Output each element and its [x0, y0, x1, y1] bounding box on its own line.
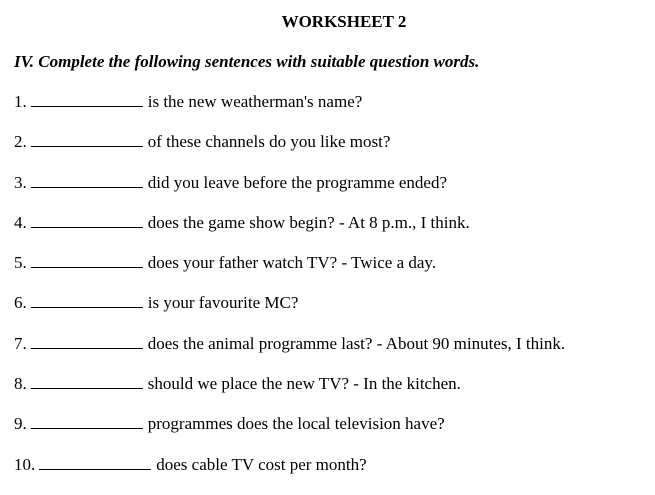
- answer-blank[interactable]: [31, 253, 143, 268]
- question-text: is your favourite MC?: [147, 293, 299, 313]
- question-list: [14, 92, 565, 495]
- question-item-4: [14, 213, 565, 253]
- question-item-7: [14, 334, 565, 374]
- answer-blank[interactable]: [31, 334, 143, 349]
- answer-blank[interactable]: [31, 213, 143, 228]
- question-number: 8.: [14, 374, 27, 394]
- question-text: is the new weatherman's name?: [147, 92, 363, 111]
- question-item-1: [14, 92, 565, 132]
- exercise-instruction: IV. Complete the following sentences with suitable question words.: [14, 52, 480, 71]
- question-number: 9.: [14, 414, 27, 434]
- question-number: 2.: [14, 132, 27, 152]
- answer-blank[interactable]: [31, 173, 143, 188]
- answer-blank[interactable]: [39, 455, 151, 470]
- question-item-8: [14, 374, 565, 414]
- question-text: does the animal programme last? - About 90 minutes, I think.: [147, 333, 566, 353]
- question-item-2: [14, 132, 565, 172]
- question-number: 7.: [14, 333, 27, 353]
- question-number: 5.: [14, 253, 27, 273]
- question-number: 1.: [14, 92, 27, 111]
- question-text: does cable TV cost per month?: [156, 454, 367, 474]
- question-item-6: [14, 293, 565, 333]
- answer-blank[interactable]: [31, 92, 143, 107]
- question-text: should we place the new TV? - In the kitchen.: [147, 374, 461, 394]
- question-number: 6.: [14, 293, 27, 313]
- answer-blank[interactable]: [31, 132, 143, 147]
- question-number: 3.: [14, 172, 27, 192]
- question-number: 10.: [14, 454, 36, 474]
- question-text: does your father watch TV? - Twice a day.: [147, 253, 437, 273]
- question-item-5: [14, 253, 565, 293]
- question-text: did you leave before the programme ended?: [147, 172, 448, 192]
- worksheet-title: WORKSHEET 2: [281, 12, 407, 31]
- answer-blank[interactable]: [31, 293, 143, 308]
- answer-blank[interactable]: [31, 374, 143, 389]
- question-item-9: [14, 414, 565, 454]
- answer-blank[interactable]: [31, 414, 143, 429]
- question-text: programmes does the local television have?: [147, 414, 445, 434]
- question-item-3: [14, 173, 565, 213]
- question-number: 4.: [14, 212, 27, 232]
- question-text: does the game show begin? - At 8 p.m., I think.: [147, 212, 470, 232]
- question-item-10: [14, 455, 565, 495]
- question-text: of these channels do you like most?: [147, 132, 391, 152]
